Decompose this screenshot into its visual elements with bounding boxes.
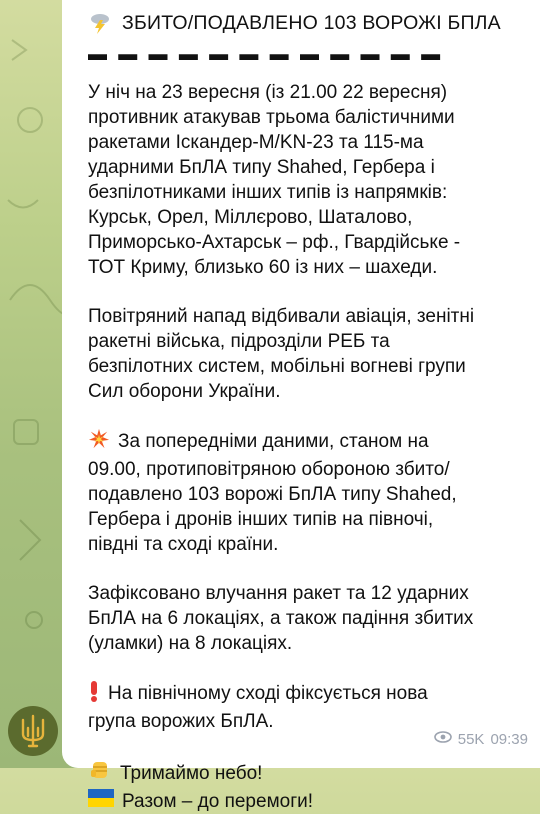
view-count: 55K [457, 730, 485, 748]
eye-icon [434, 730, 452, 748]
channel-avatar[interactable] [8, 706, 58, 756]
fist-icon [88, 758, 112, 789]
exclamation-icon [88, 680, 100, 709]
footer-line-victory: Разом – до перемоги! [88, 789, 526, 814]
message-meta [434, 730, 528, 748]
headline: ЗБИТО/ПОДАВЛЕНО 103 ВОРОЖІ БПЛА [122, 11, 501, 34]
divider: ▬ ▬ ▬ ▬ ▬ ▬ ▬ ▬ ▬ ▬ ▬ ▬ [88, 44, 444, 65]
paragraph-hits: Зафіксовано влучання ракет та 12 ударних БпЛА на 6 локаціях, а також падіння збитих (уламки) на 8 локаціях. [88, 583, 474, 654]
message-bubble [62, 0, 540, 812]
footer-line-sky: Тримаймо небо! [88, 758, 526, 789]
paragraph-attack: У ніч на 23 вересня (із 21.00 22 вересня) противник атакував трьома балістичними ракетами Іскандер-М/KN-23 та 115-ма ударними БпЛА типу Shahed, Гербера і безпілотниками інших типів із напрямків: Курськ, Орел, Міллєрово, Шаталово, Приморсько-Ахтарськ – рф., Гвардійське - ТОТ Криму, близько 60 із них – шахеди. [88, 82, 461, 278]
headline-row [88, 6, 526, 40]
message-time: 09:39 [490, 730, 528, 748]
lightning-cloud-icon [88, 11, 112, 35]
paragraph-defense: Повітряний напад відбивали авіація, зенітні ракетні війська, підрозділи РЕБ та безпілотних систем, мобільні вогневі групи Сил оборони України. [88, 306, 475, 402]
paragraph-results: За попередніми даними, станом на 09.00, протиповітряною обороною збито/ подавлено 103 ворожі БпЛА типу Shahed, Гербера і дронів інших типів на півночі, півдні та сході країни. [88, 428, 526, 557]
collision-icon [88, 428, 110, 457]
trident-icon [18, 714, 48, 748]
ukraine-flag-icon [88, 789, 114, 814]
paragraph-new-group: На північному сході фіксується нова група ворожих БпЛА. [88, 680, 526, 734]
